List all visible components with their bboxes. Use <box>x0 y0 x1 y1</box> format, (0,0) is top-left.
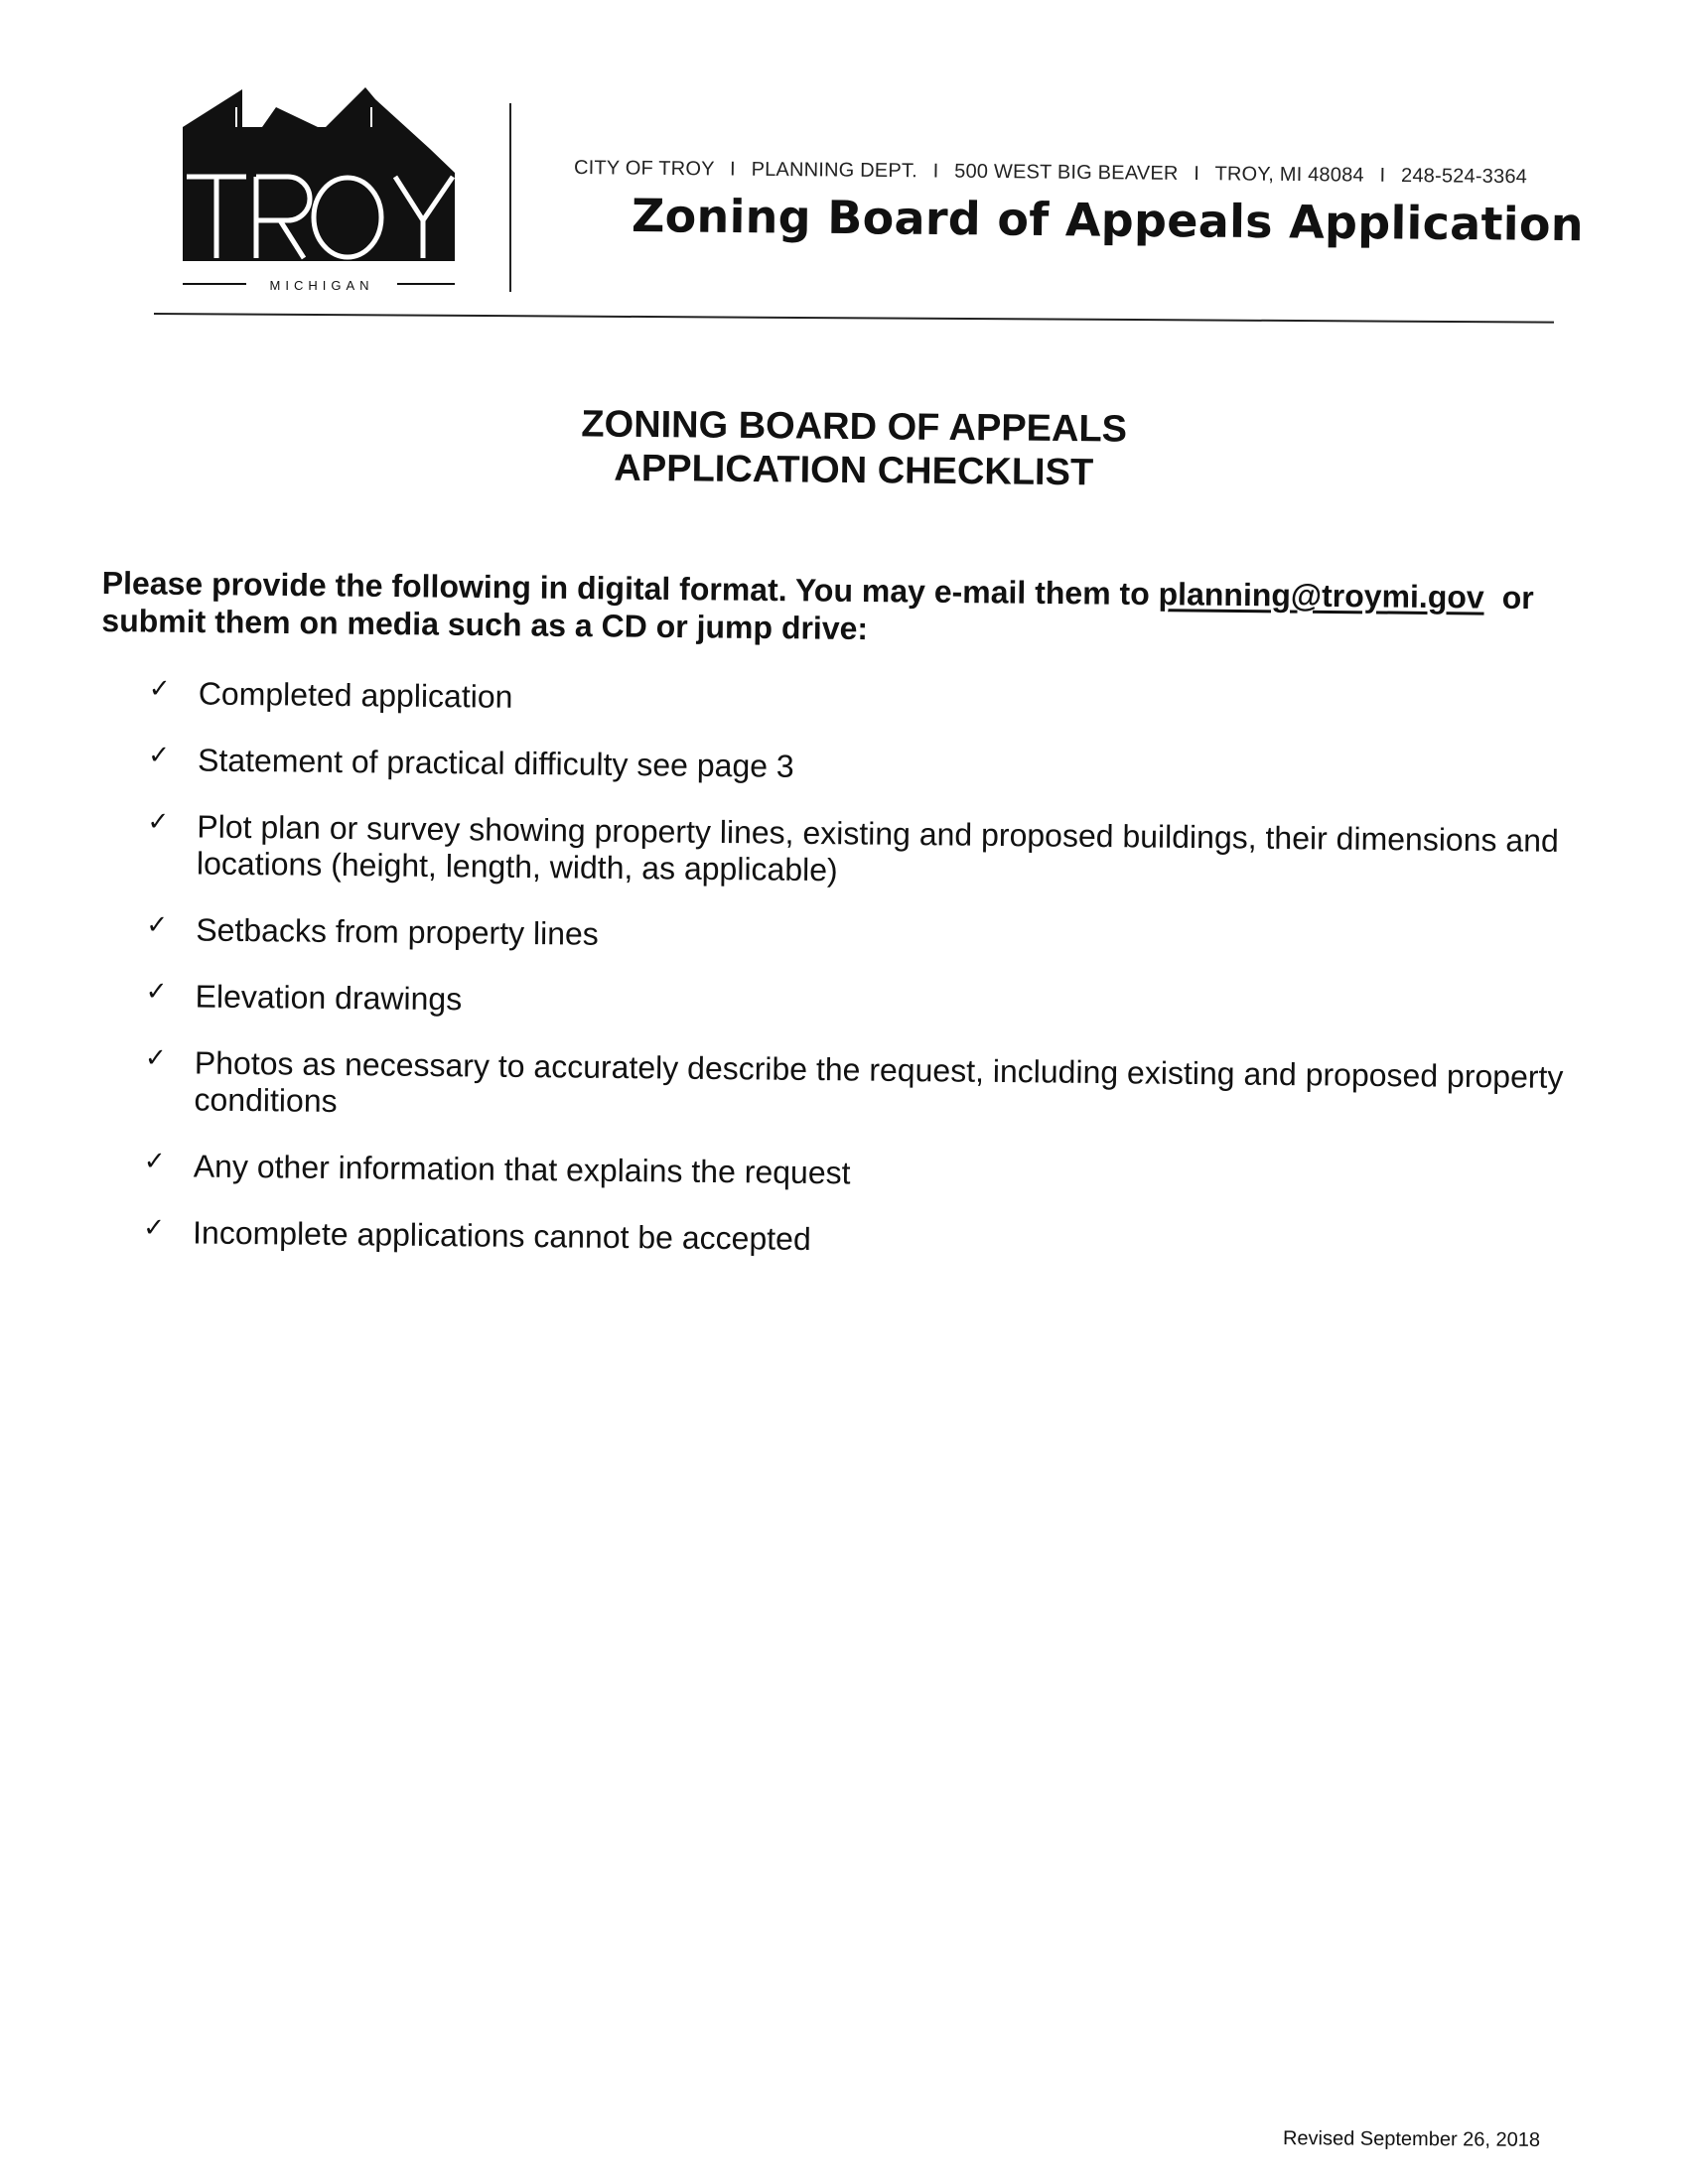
checklist-title <box>457 401 1252 496</box>
header-horizontal-rule <box>154 313 1554 324</box>
checklist-item-text: Incomplete applications cannot be accepted <box>192 1214 811 1258</box>
checkmark-icon: ✓ <box>143 1146 166 1177</box>
checklist-item-text: Completed application <box>198 675 513 715</box>
checkmark-icon: ✓ <box>145 976 168 1008</box>
checklist-item-text: Statement of practical difficulty see page 3 <box>197 742 794 784</box>
checklist-item <box>147 808 1588 896</box>
planning-email-link[interactable]: planning@troymi.gov <box>1158 576 1484 615</box>
checkmark-icon: ✓ <box>146 909 169 941</box>
checkmark-icon: ✓ <box>144 1042 167 1074</box>
checkmark-icon: ✓ <box>148 674 171 705</box>
page-header-title: Zoning Board of Appeals Application <box>631 189 1585 252</box>
checklist-item-text: Photos as necessary to accurately describe the request, including existing and proposed property conditions <box>194 1044 1564 1120</box>
checklist-item <box>144 1044 1585 1133</box>
checklist-item-text: Any other information that explains the request <box>193 1148 851 1191</box>
checklist-item <box>146 911 1586 963</box>
intro-text-after: or submit them on media such as a CD or jump drive: <box>101 579 1534 647</box>
checklist-item-text: Setbacks from property lines <box>196 911 599 952</box>
checklist-item-text: Elevation drawings <box>195 978 463 1018</box>
checklist-item <box>143 1214 1583 1266</box>
checkmark-icon: ✓ <box>147 740 171 771</box>
intro-text-before: Please provide the following in digital format. You may e-mail them to <box>101 564 1159 613</box>
contact-separator: I <box>932 160 939 183</box>
contact-separator: I <box>729 158 736 181</box>
contact-city: CITY OF TROY <box>573 157 715 181</box>
checklist-item-text: Plot plan or survey showing property lines, existing and proposed buildings, their dimensions and locations (height, length, width, as applicable) <box>196 808 1559 888</box>
contact-dept: PLANNING DEPT. <box>751 158 918 183</box>
checklist-items <box>143 675 1589 1296</box>
checklist-title-line-2: APPLICATION CHECKLIST <box>614 447 1094 494</box>
header-vertical-divider <box>509 103 511 292</box>
checklist-item <box>145 978 1585 1029</box>
contact-city-state-zip: TROY, MI 48084 <box>1214 163 1364 187</box>
contact-phone: 248-524-3364 <box>1400 164 1528 189</box>
checklist-item <box>149 675 1589 727</box>
checklist-intro <box>101 564 1612 655</box>
troy-michigan-logo <box>177 87 467 296</box>
revised-date: Revised September 26, 2018 <box>1282 2127 1541 2151</box>
checklist-item <box>144 1148 1584 1199</box>
contact-info <box>574 157 1567 190</box>
contact-separator: I <box>1194 162 1200 186</box>
contact-street: 500 WEST BIG BEAVER <box>954 160 1179 185</box>
contact-separator: I <box>1379 164 1386 187</box>
checklist-title-line-1: ZONING BOARD OF APPEALS <box>581 403 1128 451</box>
svg-text:MICHIGAN: MICHIGAN <box>269 278 374 293</box>
checkmark-icon: ✓ <box>143 1212 166 1244</box>
checklist-item <box>148 742 1588 793</box>
checkmark-icon: ✓ <box>147 806 170 838</box>
